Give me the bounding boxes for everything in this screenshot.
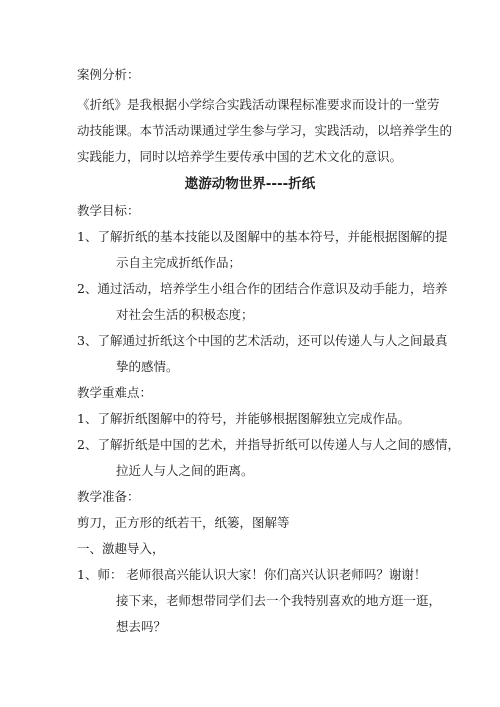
key-point-item: 1、了解折纸图解中的符号，并能够根据图解独立完成作品。 [77,411,410,426]
dialogue-line: 接下来，老师想带同学们去一个我特别喜欢的地方逛一逛， [116,593,442,608]
preparation-heading: 教学准备： [77,489,140,504]
key-points-heading: 教学重难点： [77,385,153,400]
goal-item: 3、了解通过折纸这个中国的艺术活动，还可以传递人与人之间最真 [77,333,448,348]
dialogue-line: 想去吗？ [116,619,167,634]
dialogue-line: 1、师： 老师很高兴能认识大家！你们高兴认识老师吗？谢谢！ [77,567,427,582]
case-text-line: 《折纸》是我根据小学综合实践活动课程标准要求而设计的一堂劳 [77,97,440,112]
key-point-continuation: 拉近人与人之间的距离。 [116,463,254,478]
goal-item-continuation: 对社会生活的积极态度； [116,307,254,322]
goal-item-continuation: 挚的感情。 [116,359,179,374]
case-text-line: 实践能力，同时以培养学生要传承中国的艺术文化的意识。 [77,149,403,164]
lesson-title: 遨游动物世界----折纸 [184,176,316,192]
section-heading: 一、激趣导入， [77,541,165,556]
goals-heading: 教学目标： [77,203,140,218]
goal-item: 2、通过活动，培养学生小组合作的团结合作意识及动手能力，培养 [77,281,448,296]
case-text-line: 动技能课。本节活动课通过学生参与学习，实践活动，以培养学生的 [77,123,453,138]
preparation-text: 剪刀，正方形的纸若干，纸篓，图解等 [77,515,290,530]
goal-item: 1、了解折纸的基本技能以及图解中的基本符号，并能根据图解的提 [77,229,448,244]
goal-item-continuation: 示自主完成折纸作品； [116,255,242,270]
key-point-item: 2、了解折纸是中国的艺术，并指导折纸可以传递人与人之间的感情， [77,437,460,452]
case-heading: 案例分析： [77,67,140,82]
